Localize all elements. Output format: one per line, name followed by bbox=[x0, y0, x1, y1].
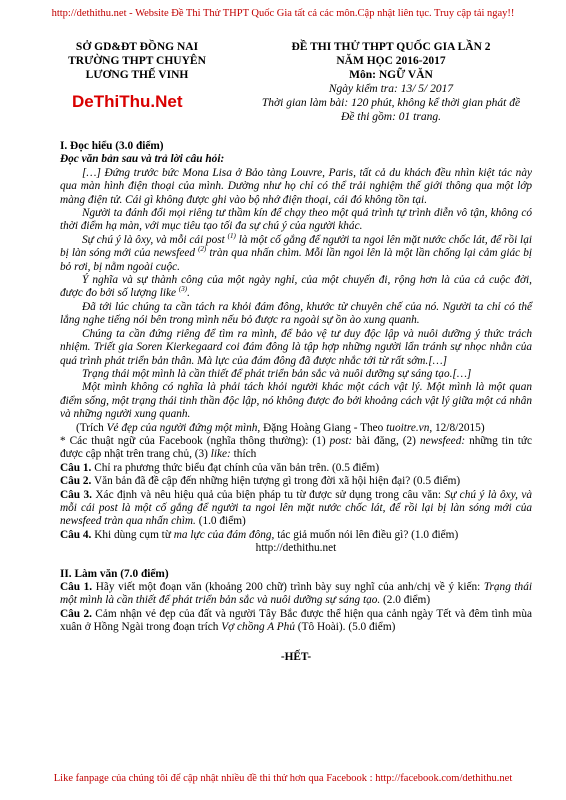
passage-paragraph-4 bbox=[60, 274, 532, 301]
passage-paragraph-7: Trạng thái một mình là cần thiết để phát triển bản sắc và nuôi dưỡng sự sáng tạo.[…] bbox=[82, 367, 472, 380]
passage-paragraph-6: Chúng ta cần đứng riêng để tìm ra mình, để bảo vệ tư duy độc lập và nuôi dưỡng ý thức trách nhiệm. Triết gia Soren Kierkegaard coi đám đông là tập hợp những người lẩn tránh sự nhọc nhằn của quá trình phát triển bản thân. Mà lực của đám đông đã được nhắc tới từ rất sớm.[…] bbox=[60, 327, 532, 367]
text-span: . bbox=[187, 287, 190, 300]
text-span: Vẻ đẹp của người đứng một mình bbox=[106, 421, 258, 434]
passage-paragraph-2: Người ta đánh đổi mọi riêng tư thầm kín để chạy theo một quá trình tự trình diễn vô tận, không có thời điểm hạ màn, với mục tiêu tạo tối đa sự chú ý của người khác. bbox=[60, 207, 532, 233]
question-3 bbox=[60, 489, 532, 529]
text-span: những tin tức được cập nhật trên trang chủ, (3) bbox=[60, 434, 533, 461]
text-span: Vợ chồng A Phủ bbox=[221, 621, 295, 634]
text-span: newsfeed: bbox=[419, 434, 466, 447]
essay-question-1 bbox=[60, 581, 532, 608]
glossary-note bbox=[60, 435, 532, 462]
passage-paragraph-3 bbox=[60, 234, 532, 274]
text-span: ma lực của đám đông, bbox=[173, 528, 275, 541]
part1-heading: I. Đọc hiểu (3.0 điểm) bbox=[60, 140, 164, 152]
text-span: tuoitre.vn bbox=[386, 421, 430, 434]
text-span: post: bbox=[329, 434, 353, 447]
text-span: (1.0 điểm) bbox=[195, 515, 246, 528]
exam-info-block bbox=[256, 40, 526, 124]
school-name-line1: TRƯỜNG THPT CHUYÊN bbox=[68, 55, 206, 67]
page-count: Đề thi gồm: 01 trang. bbox=[341, 111, 441, 123]
footer-fanpage-link[interactable]: Like fanpage của chúng tôi để cập nhật nhiều đề thi thử hơn qua Facebook : http://facebook.com/dethithu.net bbox=[53, 773, 513, 784]
footnote-mark: (2) bbox=[198, 245, 207, 254]
text-span: , Đặng Hoàng Giang - Theo bbox=[257, 421, 387, 434]
text-span: Văn bản đã đề cập đến những hiện tượng gì trong đời xã hội hiện đại? (0.5 điểm) bbox=[91, 475, 461, 488]
text-span: * Các thuật ngữ của Facebook (nghĩa thông thường): (1) bbox=[60, 434, 330, 447]
department-name: SỞ GD&ĐT ĐỒNG NAI bbox=[75, 41, 199, 53]
text-span: Xác định và nêu hiệu quả của biện pháp tu từ được sử dụng trong câu văn: bbox=[91, 488, 445, 501]
subject: Môn: NGỮ VĂN bbox=[349, 69, 433, 81]
text-span: (Trích bbox=[76, 421, 107, 434]
question-2 bbox=[60, 475, 532, 488]
text-span: tràn qua nhấn chìm. Mỗi lần ngoi lên là một lần chống lại cảm giác bị bỏ rơi, bị nằm ngoài cuộc. bbox=[60, 247, 532, 273]
text-span: (Tô Hoài). (5.0 điểm) bbox=[294, 621, 396, 634]
issuer-block bbox=[62, 40, 212, 82]
text-span: Trạng thái một mình là cần thiết để phát triển bản sắc và nuôi dưỡng sự sáng tạo. bbox=[60, 581, 532, 607]
text-span: Chỉ ra phương thức biểu đạt chính của văn bản trên. (0.5 điểm) bbox=[91, 461, 380, 474]
passage-source bbox=[60, 422, 532, 435]
text-span: bài đăng, (2) bbox=[352, 434, 420, 447]
exam-title: ĐỀ THI THỬ THPT QUỐC GIA LẦN 2 bbox=[291, 41, 491, 53]
text-span: Khi dùng cụm từ bbox=[91, 528, 174, 541]
passage-paragraph-8: Một mình không có nghĩa là phải tách khỏi người khác một cách vật lý. Một mình là một quan điểm sống, một trạng thái tinh thần độc lập, nó không được đo bởi khoảng cách vật lý giữa một cá nhân và những người xung quanh. bbox=[60, 381, 532, 421]
question-label: Câu 2. bbox=[60, 607, 92, 620]
question-label: Câu 2. bbox=[60, 475, 92, 488]
school-name-line2: LƯƠNG THẾ VINH bbox=[85, 69, 189, 81]
watermark-link[interactable]: http://dethithu.net bbox=[255, 542, 337, 555]
question-label: Câu 1. bbox=[60, 581, 93, 593]
brand-logo: DeThiThu.Net bbox=[72, 92, 183, 111]
text-span: (2.0 điểm) bbox=[380, 594, 431, 607]
text-span: thích bbox=[230, 448, 257, 461]
passage-paragraph-1: […] Đứng trước bức Mona Lisa ở Bảo tàng Louvre, Paris, tất cả du khách đều nhìn kiệt tác này qua màn hình điện thoại của mình. Dường như họ chỉ có thể trải nghiệm thế giới thông qua một lớp màng điện tử. Cái gì không được ghi vào bộ nhớ điện thoại, cái đó không tồn tại. bbox=[60, 166, 532, 206]
exam-body bbox=[60, 140, 532, 664]
footnote-mark: (1) bbox=[227, 232, 236, 241]
text-span: tác giả muốn nói lên điều gì? (1.0 điểm) bbox=[274, 528, 459, 541]
essay-question-2 bbox=[60, 608, 532, 635]
question-label: Câu 4. bbox=[60, 528, 92, 541]
question-4 bbox=[60, 529, 532, 542]
exam-date: Ngày kiểm tra: 13/ 5/ 2017 bbox=[328, 83, 454, 95]
question-label: Câu 3. bbox=[60, 488, 92, 501]
text-span: là một cố gắng để người ta ngoi lên mặt nước chốc lát, để rồi lại bị làn sóng mới của newsfeed bbox=[60, 233, 532, 260]
top-banner-link[interactable]: http://dethithu.net - Website Đề Thi Thử THPT Quốc Gia tất cả các môn.Cập nhật liên tục. Truy cập tải ngay!! bbox=[51, 8, 515, 19]
part2-heading: II. Làm văn (7.0 điểm) bbox=[60, 567, 169, 580]
end-mark: -HẾT- bbox=[280, 650, 312, 663]
question-1 bbox=[60, 462, 532, 475]
time-limit: Thời gian làm bài: 120 phút, không kể thời gian phát đề bbox=[261, 97, 521, 109]
text-span: Cảm nhận vẻ đẹp của đất và người Tây Bắc được thể hiện qua cảnh ngày Tết và đêm tình mùa xuân ở Hồng Ngài trong đoạn trích bbox=[60, 607, 533, 634]
passage-paragraph-5: Đã tới lúc chúng ta cần tách ra khỏi đám đông, khước từ chuyên chế của nó. Người ta chỉ có thể lắng nghe tiếng nói bên trong mình nếu bỏ được ra ngoài sự ồn ào xung quanh. bbox=[60, 300, 532, 327]
text-span: Ý nghĩa và sự thành công của một ngày nghỉ, của một chuyến đi, rộng hơn là của cả cuộc đời, được đo bởi số lượng like bbox=[60, 274, 532, 300]
text-span: , 12/8/2015) bbox=[429, 421, 485, 434]
footnote-mark: (3) bbox=[178, 285, 188, 294]
text-span: like: bbox=[210, 448, 231, 461]
school-year: NĂM HỌC 2016-2017 bbox=[336, 55, 446, 67]
text-span: Sự chú ý là ôxy, và mỗi cái post là một cố gắng để người ta ngoi lên mặt nước chốc lát, để rồi lại bị làn sóng mới của newsfeed tràn qua nhấn chìm. bbox=[60, 488, 532, 528]
question-label: Câu 1. bbox=[60, 461, 92, 474]
text-span: Hãy viết một đoạn văn (khoảng 200 chữ) trình bày suy nghĩ của anh/chị về ý kiến: bbox=[92, 581, 484, 593]
text-span: Sự chú ý là ôxy, và mỗi cái post bbox=[82, 233, 228, 246]
part1-instruction: Đọc văn bản sau và trả lời câu hỏi: bbox=[60, 153, 225, 166]
